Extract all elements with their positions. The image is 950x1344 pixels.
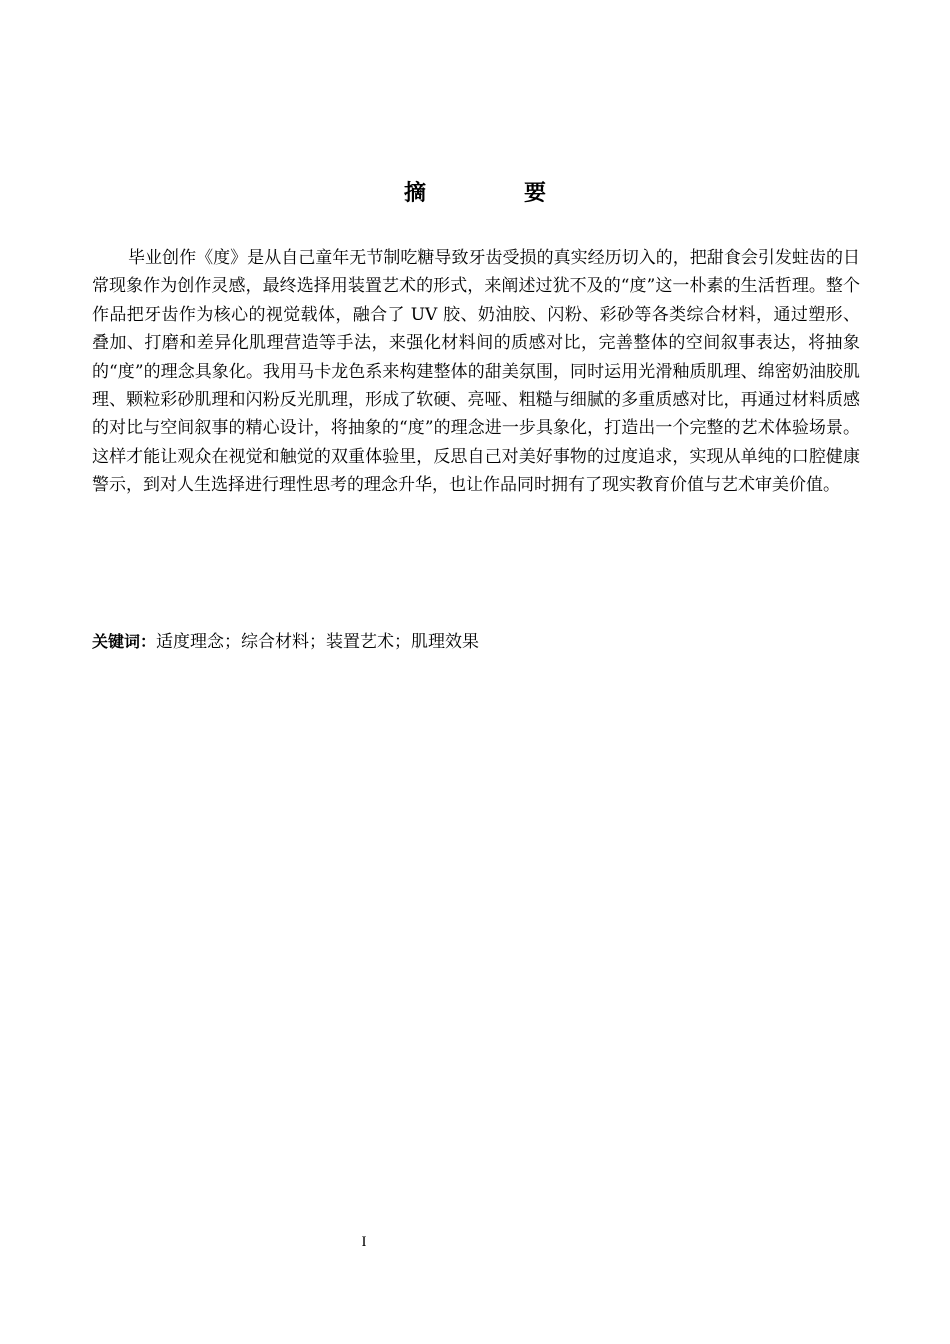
abstract-title: 摘 要 — [403, 181, 584, 206]
page-number: I — [361, 1234, 367, 1250]
keywords-text: 适度理念；综合材料；装置艺术；肌理效果 — [156, 632, 480, 652]
keywords-label: 关键词： — [92, 632, 157, 651]
keywords-line — [92, 628, 860, 656]
abstract-body: 毕业创作《度》是从自己童年无节制吃糖导致牙齿受损的真实经历切入的，把甜食会引发蛀齿的日常现象作为创作灵感，最终选择用装置艺术的形式，来阐述过犹不及的“度”这一朴素的生活哲理。整个作品把牙齿作为核心的视觉载体，融合了 UV 胶、奶油胶、闪粉、彩砂等各类综合材料，通过塑形、叠加、打磨和差异化肌理营造等手法，来强化材料间的质感对比，完善整体的空间叙事表达，将抽象的“度”的理念具象化。我用马卡龙色系来构建整体的甜美氛围，同时运用光滑釉质肌理、绵密奶油胶肌理、颗粒彩砂肌理和闪粉反光肌理，形成了软硬、亮哑、粗糙与细腻的多重质感对比，再通过材料质感的对比与空间叙事的精心设计，将抽象的“度”的理念进一步具象化，打造出一个完整的艺术体验场景。这样才能让观众在视觉和触觉的双重体验里，反思自己对美好事物的过度追求，实现从单纯的口腔健康警示，到对人生选择进行理性思考的理念升华，也让作品同时拥有了现实教育价值与艺术审美价值。 — [92, 248, 860, 496]
